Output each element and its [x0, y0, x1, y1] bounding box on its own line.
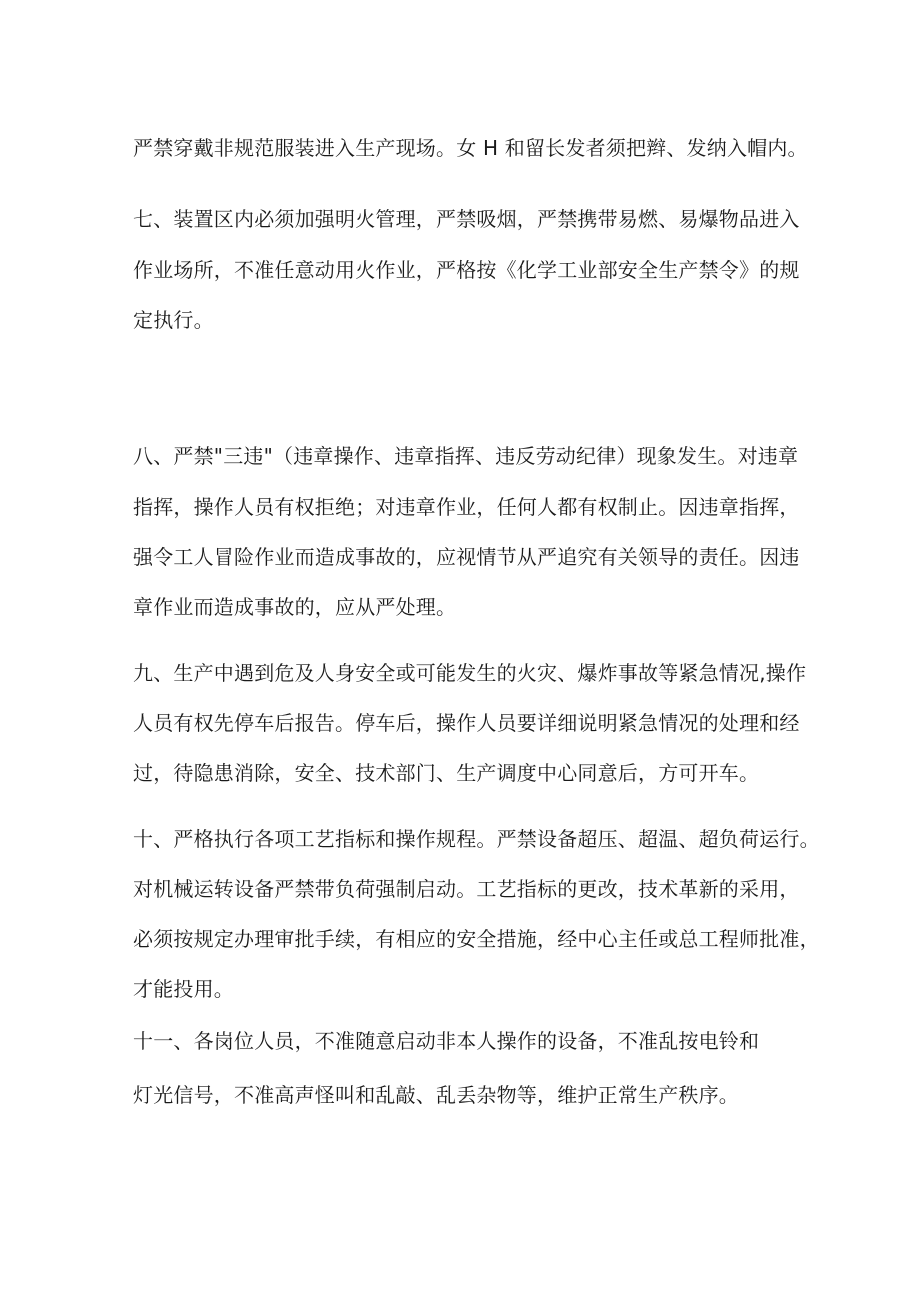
text-line-regulation-7-3: 定执行。 — [133, 308, 214, 332]
text-line-regulation-8-4: 章作业而造成事故的，应从严处理。 — [133, 595, 457, 619]
text-line-regulation-9-3: 过，待隐患消除，安全、技术部门、生产调度中心同意后，方可开车。 — [133, 761, 760, 785]
text-line-regulation-8-2: 指挥，操作人员有权拒绝；对违章作业，任何人都有权制止。因违章指挥， — [133, 495, 800, 519]
text-line-regulation-6-end: 严禁穿戴非规范服装进入生产现场。女 H 和留长发者须把辫、发纳入帽内。 — [133, 136, 808, 160]
text-line-regulation-8-1: 八、严禁"三违"（违章操作、违章指挥、违反劳动纪律）现象发生。对违章 — [133, 444, 799, 468]
text-line-regulation-10-3: 必须按规定办理审批手续，有相应的安全措施，经中心主任或总工程师批准， — [133, 927, 820, 951]
text-line-regulation-10-1: 十、严格执行各项工艺指标和操作规程。严禁设备超压、超温、超负荷运行。 — [133, 827, 820, 851]
text-line-regulation-9-1: 九、生产中遇到危及人身安全或可能发生的火灾、爆炸事故等紧急情况,操作 — [133, 661, 807, 685]
text-line-regulation-11-2: 灯光信号，不准高声怪叫和乱敲、乱丢杂物等，维护正常生产秩序。 — [133, 1083, 739, 1107]
text-line-regulation-10-4: 才能投用。 — [133, 977, 234, 1001]
text-line-regulation-10-2: 对机械运转设备严禁带负荷强制启动。工艺指标的更改，技术革新的采用， — [133, 877, 800, 901]
text-line-regulation-7-2: 作业场所，不准任意动用火作业，严格按《化学工业部安全生产禁令》的规 — [133, 258, 800, 282]
text-line-regulation-11-1: 十一、各岗位人员，不准随意启动非本人操作的设备，不准乱按电铃和 — [133, 1029, 760, 1053]
text-line-regulation-7-1: 七、装置区内必须加强明火管理，严禁吸烟，严禁携带易燃、易爆物品进入 — [133, 207, 800, 231]
text-line-regulation-9-2: 人员有权先停车后报告。停车后，操作人员要详细说明紧急情况的处理和经 — [133, 711, 800, 735]
text-line-regulation-8-3: 强令工人冒险作业而造成事故的，应视情节从严追究有关领导的责任。因违 — [133, 545, 800, 569]
